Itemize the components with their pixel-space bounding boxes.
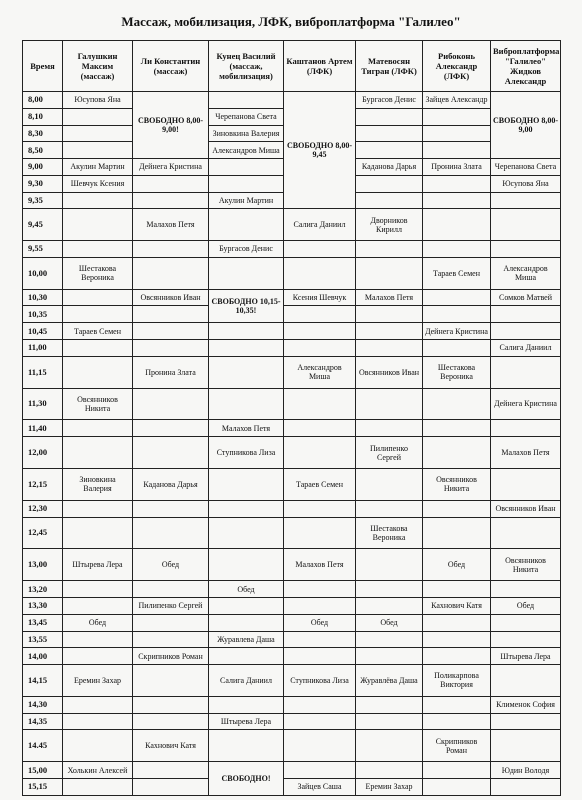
appointment-cell: Александров Миша	[209, 142, 284, 159]
appointment-cell	[491, 730, 561, 762]
appointment-cell	[133, 420, 209, 437]
appointment-cell: Александров Миша	[284, 356, 356, 388]
schedule-row	[23, 730, 561, 762]
appointment-cell: Журавлева Даша	[209, 631, 284, 648]
appointment-cell	[356, 339, 423, 356]
time-cell: 14.45	[23, 730, 63, 762]
appointment-cell	[423, 696, 491, 713]
time-cell: 15,15	[23, 778, 63, 795]
appointment-cell	[284, 581, 356, 598]
schedule-row	[23, 289, 561, 306]
appointment-cell: Зиновкина Валерия	[63, 468, 133, 500]
appointment-cell: Каданова Дарья	[356, 159, 423, 176]
appointment-cell	[63, 241, 133, 258]
appointment-cell	[284, 339, 356, 356]
appointment-cell: Овсянников Иван	[491, 500, 561, 517]
time-cell: 13,55	[23, 631, 63, 648]
time-cell: 12,00	[23, 437, 63, 469]
time-cell: 8,00	[23, 92, 63, 109]
appointment-cell	[356, 142, 423, 159]
appointment-cell	[491, 323, 561, 340]
appointment-cell: Салига Даниил	[491, 339, 561, 356]
time-cell: 10,35	[23, 306, 63, 323]
appointment-cell	[356, 257, 423, 289]
time-cell: 13,20	[23, 581, 63, 598]
header-kunets: Кунец Василий (массаж, мобилизация)	[209, 41, 284, 92]
appointment-cell: Кахнович Катя	[133, 730, 209, 762]
schedule-row	[23, 631, 561, 648]
schedule-row	[23, 598, 561, 615]
time-cell: 13,45	[23, 614, 63, 631]
appointment-cell	[491, 665, 561, 697]
time-cell: 15,00	[23, 762, 63, 779]
schedule-row	[23, 339, 561, 356]
appointment-cell: Александров Миша	[491, 257, 561, 289]
appointment-cell	[356, 306, 423, 323]
appointment-cell	[423, 778, 491, 795]
appointment-cell	[423, 175, 491, 192]
appointment-cell: Тараев Семен	[284, 468, 356, 500]
time-cell: 10,00	[23, 257, 63, 289]
appointment-cell	[423, 388, 491, 420]
schedule-row	[23, 420, 561, 437]
appointment-cell	[63, 289, 133, 306]
appointment-cell	[284, 437, 356, 469]
appointment-cell: Кахнович Катя	[423, 598, 491, 615]
appointment-cell	[284, 323, 356, 340]
appointment-cell: Акулин Мартин	[209, 192, 284, 209]
appointment-cell	[423, 581, 491, 598]
appointment-cell	[209, 468, 284, 500]
appointment-cell	[356, 648, 423, 665]
appointment-cell	[491, 241, 561, 258]
appointment-cell	[284, 257, 356, 289]
appointment-cell: Салига Даниил	[284, 209, 356, 241]
appointment-cell	[423, 420, 491, 437]
appointment-cell	[63, 696, 133, 713]
schedule-row	[23, 696, 561, 713]
appointment-cell	[133, 192, 209, 209]
appointment-cell	[423, 614, 491, 631]
appointment-cell	[284, 306, 356, 323]
appointment-cell: Бургасов Денис	[356, 92, 423, 109]
appointment-cell	[63, 192, 133, 209]
appointment-cell	[133, 665, 209, 697]
appointment-cell	[209, 696, 284, 713]
appointment-cell	[63, 500, 133, 517]
appointment-cell: Поликарпова Виктория	[423, 665, 491, 697]
appointment-cell	[209, 549, 284, 581]
appointment-cell	[284, 730, 356, 762]
appointment-cell	[133, 517, 209, 549]
appointment-cell: Акулин Мартин	[63, 159, 133, 176]
schedule-row	[23, 665, 561, 697]
time-cell: 14,30	[23, 696, 63, 713]
appointment-cell: Тараев Семен	[63, 323, 133, 340]
header-matevosyan: Матевосян Тигран (ЛФК)	[356, 41, 423, 92]
appointment-cell	[133, 339, 209, 356]
appointment-cell	[63, 437, 133, 469]
time-cell: 9,35	[23, 192, 63, 209]
appointment-cell: Салига Даниил	[209, 665, 284, 697]
appointment-cell	[284, 241, 356, 258]
appointment-cell: Овсянников Никита	[423, 468, 491, 500]
appointment-cell: Ксения Шевчук	[284, 289, 356, 306]
appointment-cell: Еремин Захар	[356, 778, 423, 795]
appointment-cell	[491, 614, 561, 631]
schedule-row	[23, 306, 561, 323]
appointment-cell	[209, 730, 284, 762]
appointment-cell	[356, 500, 423, 517]
schedule-row	[23, 241, 561, 258]
appointment-cell: Штырева Лера	[491, 648, 561, 665]
schedule-row	[23, 648, 561, 665]
schedule-row	[23, 437, 561, 469]
appointment-cell	[63, 306, 133, 323]
appointment-cell	[133, 241, 209, 258]
appointment-cell	[491, 778, 561, 795]
appointment-cell: Зайцев Александр	[423, 92, 491, 109]
schedule-row	[23, 581, 561, 598]
appointment-cell: Еремин Захар	[63, 665, 133, 697]
appointment-cell: Ступникова Лиза	[284, 665, 356, 697]
appointment-cell	[133, 257, 209, 289]
appointment-cell	[63, 598, 133, 615]
time-cell: 10,45	[23, 323, 63, 340]
appointment-cell: Шестакова Вероника	[63, 257, 133, 289]
appointment-cell	[491, 192, 561, 209]
appointment-cell: Дейнега Кристина	[423, 323, 491, 340]
appointment-cell	[423, 142, 491, 159]
appointment-cell	[423, 108, 491, 125]
appointment-cell: Зайцев Саша	[284, 778, 356, 795]
appointment-cell	[423, 289, 491, 306]
appointment-cell	[209, 257, 284, 289]
appointment-cell	[63, 125, 133, 142]
appointment-cell	[356, 631, 423, 648]
appointment-cell	[491, 517, 561, 549]
time-cell: 14,15	[23, 665, 63, 697]
appointment-cell: Обед	[356, 614, 423, 631]
appointment-cell	[63, 713, 133, 730]
appointment-cell	[356, 420, 423, 437]
header-li: Ли Константин (массаж)	[133, 41, 209, 92]
appointment-cell	[356, 192, 423, 209]
appointment-cell	[423, 437, 491, 469]
header-galushkin: Галушкин Максим (массаж)	[63, 41, 133, 92]
appointment-cell	[356, 175, 423, 192]
appointment-cell: Малахов Петя	[133, 209, 209, 241]
free-block: СВОБОДНО 8,00-9,45	[284, 92, 356, 209]
appointment-cell: Обед	[209, 581, 284, 598]
schedule-row	[23, 92, 561, 109]
appointment-cell: Малахов Петя	[356, 289, 423, 306]
appointment-cell	[133, 631, 209, 648]
appointment-cell: Черепанова Света	[491, 159, 561, 176]
time-cell: 12,30	[23, 500, 63, 517]
appointment-cell	[356, 598, 423, 615]
appointment-cell: Обед	[63, 614, 133, 631]
appointment-cell	[423, 762, 491, 779]
appointment-cell	[356, 581, 423, 598]
schedule-row	[23, 257, 561, 289]
appointment-cell	[133, 696, 209, 713]
appointment-cell	[209, 517, 284, 549]
appointment-cell	[284, 762, 356, 779]
appointment-cell: Скрипников Роман	[423, 730, 491, 762]
appointment-cell	[63, 631, 133, 648]
appointment-cell	[356, 713, 423, 730]
time-cell: 9,45	[23, 209, 63, 241]
schedule-row	[23, 356, 561, 388]
schedule-row	[23, 323, 561, 340]
schedule-row	[23, 388, 561, 420]
appointment-cell	[209, 92, 284, 109]
appointment-cell: Штырева Лера	[209, 713, 284, 730]
appointment-cell	[209, 356, 284, 388]
appointment-cell	[63, 730, 133, 762]
appointment-cell	[423, 648, 491, 665]
appointment-cell	[209, 614, 284, 631]
appointment-cell	[356, 241, 423, 258]
appointment-cell	[423, 125, 491, 142]
time-cell: 10,30	[23, 289, 63, 306]
appointment-cell: Овсянников Никита	[63, 388, 133, 420]
appointment-cell: Тараев Семен	[423, 257, 491, 289]
appointment-cell: Каданова Дарья	[133, 468, 209, 500]
schedule-row	[23, 713, 561, 730]
appointment-cell: Бургасов Денис	[209, 241, 284, 258]
appointment-cell	[133, 323, 209, 340]
appointment-cell	[356, 323, 423, 340]
appointment-cell	[284, 388, 356, 420]
appointment-cell	[209, 323, 284, 340]
appointment-cell	[133, 500, 209, 517]
appointment-cell	[423, 500, 491, 517]
appointment-cell: Дворников Кирилл	[356, 209, 423, 241]
appointment-cell	[133, 614, 209, 631]
appointment-cell: Черепанова Света	[209, 108, 284, 125]
appointment-cell: Зиновкина Валерия	[209, 125, 284, 142]
appointment-cell	[423, 192, 491, 209]
appointment-cell	[209, 159, 284, 176]
time-cell: 11,00	[23, 339, 63, 356]
time-cell: 9,30	[23, 175, 63, 192]
appointment-cell: Шестакова Вероника	[423, 356, 491, 388]
appointment-cell: Овсянников Иван	[356, 356, 423, 388]
appointment-cell	[133, 762, 209, 779]
appointment-cell: Скрипников Роман	[133, 648, 209, 665]
schedule-row	[23, 517, 561, 549]
appointment-cell: Овсянников Иван	[133, 289, 209, 306]
appointment-cell	[209, 339, 284, 356]
appointment-cell	[423, 306, 491, 323]
page-title: Массаж, мобилизация, ЛФК, виброплатформа "Галилео"	[121, 14, 461, 29]
schedule-row	[23, 468, 561, 500]
appointment-cell	[133, 306, 209, 323]
appointment-cell	[209, 388, 284, 420]
time-cell: 14,00	[23, 648, 63, 665]
header-time: Время	[23, 41, 63, 92]
appointment-cell: Журавлёва Даша	[356, 665, 423, 697]
appointment-cell	[284, 631, 356, 648]
appointment-cell	[209, 648, 284, 665]
schedule-row	[23, 762, 561, 779]
appointment-cell	[356, 468, 423, 500]
appointment-cell	[133, 713, 209, 730]
appointment-cell	[491, 713, 561, 730]
appointment-cell: Пилипенко Сергей	[356, 437, 423, 469]
appointment-cell	[209, 175, 284, 192]
appointment-cell: Ступникова Лиза	[209, 437, 284, 469]
appointment-cell	[491, 306, 561, 323]
schedule-row	[23, 549, 561, 581]
time-cell: 13,30	[23, 598, 63, 615]
appointment-cell	[356, 125, 423, 142]
appointment-cell: Обед	[284, 614, 356, 631]
appointment-cell	[63, 209, 133, 241]
appointment-cell	[491, 356, 561, 388]
time-cell: 8,30	[23, 125, 63, 142]
appointment-cell	[284, 517, 356, 549]
appointment-cell	[133, 388, 209, 420]
appointment-cell	[284, 696, 356, 713]
appointment-cell	[63, 778, 133, 795]
appointment-cell	[209, 209, 284, 241]
time-cell: 13,00	[23, 549, 63, 581]
appointment-cell	[356, 730, 423, 762]
appointment-cell	[63, 142, 133, 159]
time-cell: 11,30	[23, 388, 63, 420]
appointment-cell	[284, 598, 356, 615]
time-cell: 8,50	[23, 142, 63, 159]
appointment-cell	[63, 648, 133, 665]
time-cell: 9,00	[23, 159, 63, 176]
appointment-cell: Дейнега Кристина	[133, 159, 209, 176]
appointment-cell	[209, 500, 284, 517]
appointment-cell	[356, 108, 423, 125]
schedule-row	[23, 614, 561, 631]
time-cell: 12,45	[23, 517, 63, 549]
appointment-cell	[133, 778, 209, 795]
appointment-cell: Шестакова Вероника	[356, 517, 423, 549]
appointment-cell	[284, 713, 356, 730]
appointment-cell	[284, 648, 356, 665]
time-cell: 14,35	[23, 713, 63, 730]
appointment-cell: Обед	[133, 549, 209, 581]
time-cell: 8,10	[23, 108, 63, 125]
appointment-cell: Холькин Алексей	[63, 762, 133, 779]
schedule-row	[23, 209, 561, 241]
appointment-cell: Малахов Петя	[491, 437, 561, 469]
appointment-cell: Пилипенко Сергей	[133, 598, 209, 615]
header-ribokon: Рибоконь Александр (ЛФК)	[423, 41, 491, 92]
schedule-row	[23, 778, 561, 795]
appointment-cell	[63, 517, 133, 549]
appointment-cell: Малахов Петя	[209, 420, 284, 437]
free-block: СВОБОДНО 8,00-9,00	[491, 92, 561, 159]
header-row	[23, 41, 561, 92]
appointment-cell	[423, 209, 491, 241]
appointment-cell	[491, 209, 561, 241]
appointment-cell	[356, 696, 423, 713]
appointment-cell: Обед	[491, 598, 561, 615]
header-kashtanov: Каштанов Артем (ЛФК)	[284, 41, 356, 92]
appointment-cell	[356, 388, 423, 420]
appointment-cell	[133, 437, 209, 469]
appointment-cell	[491, 420, 561, 437]
appointment-cell: Штырева Лера	[63, 549, 133, 581]
appointment-cell: Пронина Злата	[133, 356, 209, 388]
appointment-cell: Дейнега Кристина	[491, 388, 561, 420]
appointment-cell: Юсупова Яна	[63, 92, 133, 109]
time-cell: 12,15	[23, 468, 63, 500]
free-block: СВОБОДНО!	[209, 762, 284, 796]
appointment-cell: Юсупова Яна	[491, 175, 561, 192]
appointment-cell	[423, 241, 491, 258]
appointment-cell: Сомков Матвей	[491, 289, 561, 306]
appointment-cell	[423, 631, 491, 648]
appointment-cell	[284, 420, 356, 437]
appointment-cell	[423, 339, 491, 356]
appointment-cell	[423, 517, 491, 549]
appointment-cell	[63, 356, 133, 388]
appointment-cell: Клименок София	[491, 696, 561, 713]
free-block: СВОБОДНО 8,00-9,00!	[133, 92, 209, 159]
appointment-cell	[491, 631, 561, 648]
free-block: СВОБОДНО 10,15-10,35!	[209, 289, 284, 323]
appointment-cell: Юдин Володя	[491, 762, 561, 779]
appointment-cell: Малахов Петя	[284, 549, 356, 581]
appointment-cell: Шевчук Ксения	[63, 175, 133, 192]
appointment-cell	[356, 762, 423, 779]
time-cell: 11,15	[23, 356, 63, 388]
schedule-row	[23, 500, 561, 517]
header-galileo: Виброплатформа "Галилео" Жидков Александр	[491, 41, 561, 92]
schedule-table	[22, 40, 561, 796]
appointment-cell: Овсянников Никита	[491, 549, 561, 581]
time-cell: 11,40	[23, 420, 63, 437]
appointment-cell	[133, 175, 209, 192]
appointment-cell	[63, 339, 133, 356]
appointment-cell: Обед	[423, 549, 491, 581]
appointment-cell	[491, 581, 561, 598]
appointment-cell	[423, 713, 491, 730]
appointment-cell	[133, 581, 209, 598]
appointment-cell	[63, 581, 133, 598]
time-cell: 9,55	[23, 241, 63, 258]
appointment-cell	[209, 598, 284, 615]
appointment-cell	[356, 549, 423, 581]
appointment-cell	[63, 420, 133, 437]
appointment-cell	[284, 500, 356, 517]
appointment-cell	[63, 108, 133, 125]
appointment-cell	[491, 468, 561, 500]
appointment-cell: Пронина Злата	[423, 159, 491, 176]
